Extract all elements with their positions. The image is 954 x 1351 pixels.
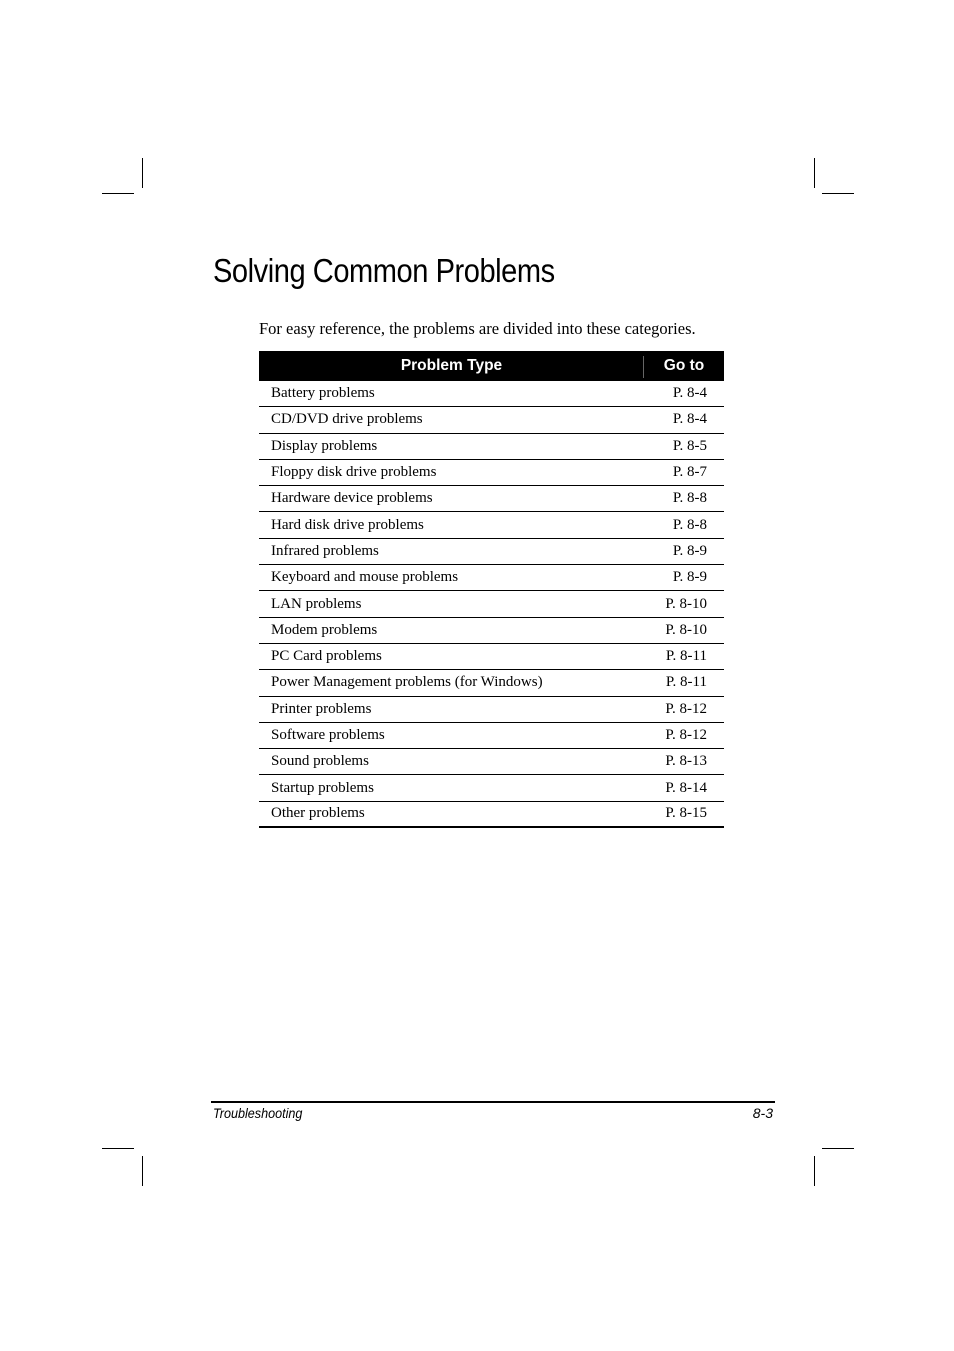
problem-table (259, 351, 724, 828)
problem-type-cell: Sound problems (271, 753, 369, 770)
table-row (259, 749, 724, 775)
problem-type-cell: Power Management problems (for Windows) (271, 674, 543, 691)
table-row (259, 723, 724, 749)
crop-mark (142, 1156, 143, 1186)
table-row (259, 775, 724, 801)
page-reference-cell: P. 8-9 (672, 569, 707, 586)
table-row (259, 486, 724, 512)
problem-type-cell: Hard disk drive problems (271, 516, 424, 533)
page-reference-cell: P. 8-14 (665, 779, 707, 796)
page-reference-cell: P. 8-8 (672, 516, 707, 533)
problem-type-cell: Software problems (271, 727, 385, 743)
problem-type-cell: Startup problems (271, 779, 374, 796)
page-reference-cell: P. 8-10 (665, 595, 707, 612)
header-divider (643, 356, 644, 378)
page-reference-cell: P. 8-12 (665, 700, 707, 717)
table-row (259, 512, 724, 538)
page-reference-cell: P. 8-4 (672, 411, 707, 428)
page-reference-cell: P. 8-7 (672, 464, 707, 481)
header-problem-type: Problem Type (400, 357, 503, 374)
table-row (259, 381, 724, 407)
page-reference-cell: P. 8-4 (672, 385, 707, 402)
table-row (259, 618, 724, 644)
problem-type-cell: PC Card problems (271, 648, 382, 665)
crop-mark (102, 193, 134, 194)
header-go-to: Go to (663, 357, 705, 374)
page-title: Solving Common Problems (213, 252, 555, 289)
table-row (259, 460, 724, 486)
problem-type-cell: Printer problems (271, 700, 372, 717)
page-reference-cell: P. 8-5 (672, 437, 707, 454)
problem-type-cell: Infrared problems (271, 542, 379, 559)
crop-mark (814, 158, 815, 188)
problem-type-cell: Display problems (271, 437, 378, 454)
problem-type-cell: CD/DVD drive problems (271, 411, 423, 428)
crop-mark (142, 158, 143, 188)
problem-type-cell: Modem problems (271, 621, 378, 638)
crop-mark (822, 193, 854, 194)
problem-type-cell: Battery problems (271, 385, 375, 402)
table-row (259, 434, 724, 460)
problem-type-cell: LAN problems (271, 595, 362, 612)
table-row (259, 591, 724, 617)
table-row (259, 697, 724, 723)
problem-type-cell: Keyboard and mouse problems (271, 569, 459, 586)
footer-page-number: 8-3 (752, 1105, 773, 1121)
problem-type-cell: Other problems (271, 805, 365, 822)
page-reference-cell: P. 8-9 (672, 542, 707, 559)
page-reference-cell: P. 8-11 (665, 648, 707, 665)
crop-mark (822, 1148, 854, 1149)
page-reference-cell: P. 8-12 (665, 727, 707, 743)
problem-type-cell: Floppy disk drive problems (271, 464, 437, 481)
table-row (259, 539, 724, 565)
page-reference-cell: P. 8-13 (665, 753, 707, 770)
crop-mark (814, 1156, 815, 1186)
table-row (259, 802, 724, 828)
table-header (259, 351, 724, 381)
table-body (259, 381, 724, 828)
crop-mark (102, 1148, 134, 1149)
footer-rule (211, 1101, 775, 1103)
page-reference-cell: P. 8-15 (665, 805, 707, 822)
intro-paragraph: For easy reference, the problems are divided into these categories. (259, 319, 696, 338)
table-row (259, 565, 724, 591)
table-row (259, 644, 724, 670)
page-reference-cell: P. 8-10 (665, 621, 707, 638)
page-reference-cell: P. 8-11 (665, 674, 707, 691)
table-row (259, 670, 724, 696)
problem-type-cell: Hardware device problems (271, 490, 433, 507)
page-reference-cell: P. 8-8 (672, 490, 707, 507)
table-row (259, 407, 724, 433)
footer-section: Troubleshooting (213, 1105, 303, 1121)
